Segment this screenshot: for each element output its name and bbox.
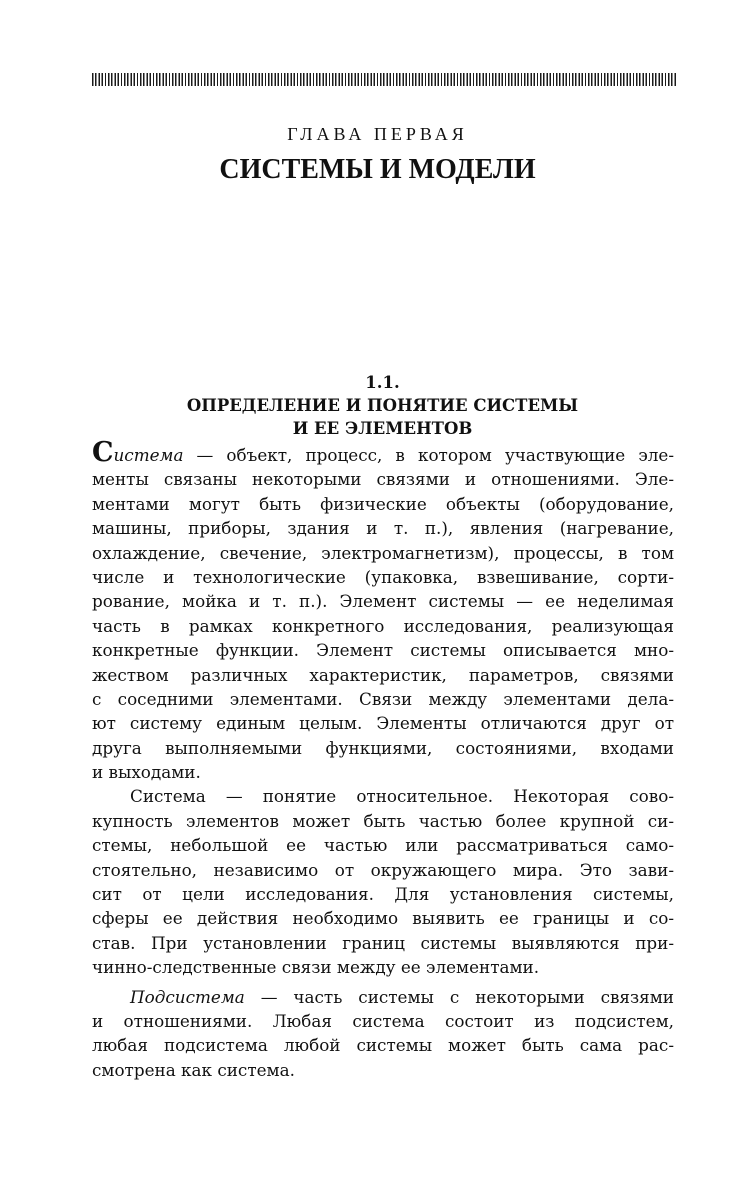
text-line: Система — понятие относительное. Некоторая сово-: [130, 786, 674, 807]
term-podsistema: Подсистема: [130, 986, 245, 1007]
text-line: чинно-следственные связи между ее элементами.: [92, 957, 540, 978]
text-line: охлаждение, свечение, электромагнетизм), процессы, в том: [92, 542, 674, 563]
text-line: жеством различных характеристик, параметров, связями: [92, 664, 674, 685]
text-line: сферы ее действия необходимо выявить ее границы и со-: [92, 908, 674, 929]
text-line: [92, 437, 674, 468]
text-line: ют систему единым целым. Элементы отличаются друг от: [92, 713, 674, 734]
text-line: и выходами.: [92, 762, 201, 783]
text-line: стоятельно, независимо от окружающего мира. Это зави-: [92, 859, 674, 880]
text-line: числе и технологические (упаковка, взвешивание, сорти-: [92, 566, 674, 587]
text-line: машины, приборы, здания и т. п.), явления (нагревание,: [92, 518, 674, 539]
text-line: смотрена как система.: [92, 1059, 295, 1080]
body-text: [92, 437, 674, 1082]
text-line: сит от цели исследования. Для установления системы,: [92, 884, 674, 905]
chapter-title: СИСТЕМЫ И МОДЕЛИ: [219, 154, 536, 185]
text-line: часть в рамках конкретного исследования, реализующая: [92, 615, 674, 636]
text-line: с соседними элементами. Связи между элементами дела-: [92, 688, 674, 709]
section-title-line-2: И ЕЕ ЭЛЕМЕНТОВ: [292, 419, 473, 438]
section-heading: [0, 371, 755, 440]
text-line: друга выполняемыми функциями, состояниями, входами: [92, 737, 674, 758]
term-sistema: истема: [113, 445, 184, 465]
text-line: ментами могут быть физические объекты (оборудование,: [92, 493, 674, 514]
text-fragment: — часть системы с некоторыми связями: [244, 986, 674, 1007]
chapter-label: ГЛАВА ПЕРВАЯ: [287, 124, 468, 144]
text-fragment: — объект, процесс, в котором участвующие эле-: [183, 445, 674, 465]
section-number: 1.1.: [365, 373, 400, 392]
text-line: стемы, небольшой ее частью или рассматриваться само-: [92, 835, 674, 856]
text-line: любая подсистема любой системы может быть сама рас-: [92, 1035, 674, 1056]
text-line: и отношениями. Любая система состоит из подсистем,: [92, 1010, 674, 1031]
text-line: купность элементов может быть частью более крупной си-: [92, 810, 674, 831]
text-line: [92, 985, 674, 1009]
text-line: став. При установлении границ системы выявляются при-: [92, 932, 674, 953]
decorative-top-rule: [92, 73, 676, 86]
drop-cap: С: [92, 437, 114, 468]
text-line: рование, мойка и т. п.). Элемент системы — ее неделимая: [92, 591, 674, 612]
text-line: конкретные функции. Элемент системы описывается мно-: [92, 640, 674, 661]
section-title-line-1: ОПРЕДЕЛЕНИЕ И ПОНЯТИЕ СИСТЕМЫ: [186, 396, 579, 415]
text-line: менты связаны некоторыми связями и отношениями. Эле-: [92, 469, 674, 490]
